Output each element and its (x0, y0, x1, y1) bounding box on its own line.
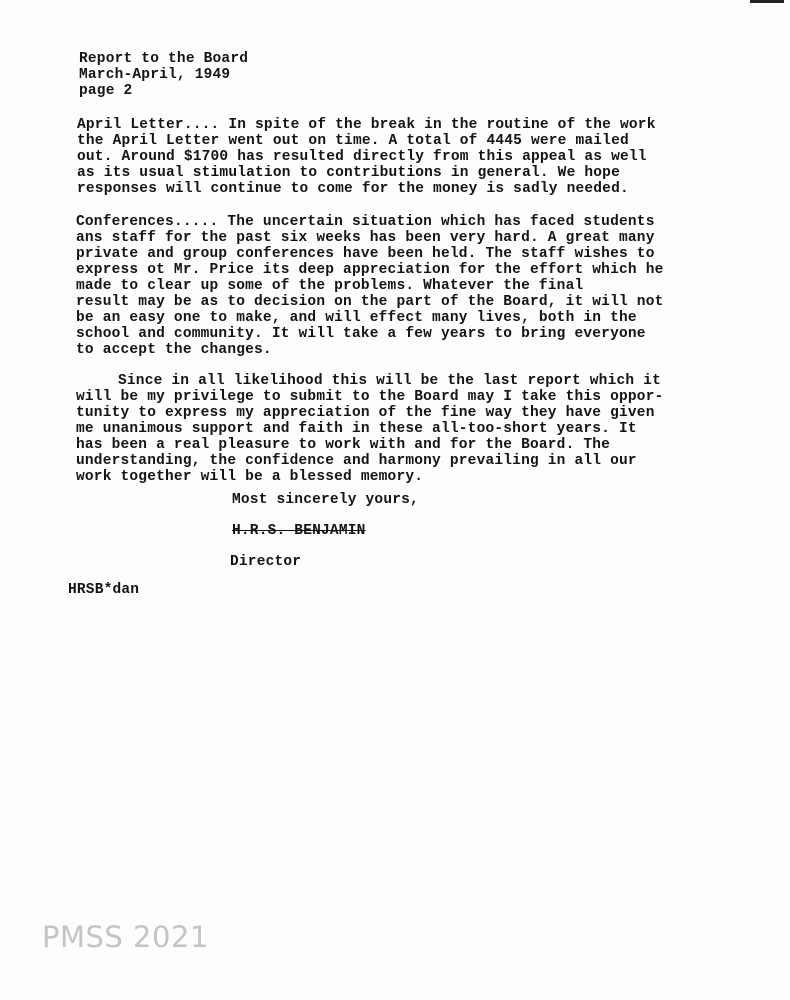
paragraph-line: as its usual stimulation to contributions in general. We hope (77, 165, 620, 181)
reference-initials: HRSB*dan (68, 582, 140, 598)
corner-ink-mark (750, 0, 784, 3)
page-number: page 2 (79, 83, 133, 99)
paragraph-line: out. Around $1700 has resulted directly from this appeal as well (77, 149, 647, 165)
paragraph-line: express ot Mr. Price its deep appreciation for the effort which he (76, 262, 664, 278)
paragraph-line: to accept the changes. (76, 342, 272, 358)
report-date: March-April, 1949 (79, 67, 231, 83)
paragraph-line: private and group conferences have been held. The staff wishes to (76, 246, 655, 262)
signature-name: H.R.S. BENJAMIN (232, 523, 366, 539)
paragraph-line: April Letter.... In spite of the break in the routine of the work (77, 117, 656, 133)
paragraph-line: will be my privilege to submit to the Board may I take this oppor- (76, 389, 664, 405)
archive-watermark: PMSS 2021 (42, 920, 209, 954)
paragraph-line: school and community. It will take a few years to bring everyone (76, 326, 646, 342)
paragraph-line: be an easy one to make, and will effect many lives, both in the (76, 310, 637, 326)
paragraph-line: Since in all likelihood this will be the last report which it (118, 373, 661, 389)
signature-title: Director (230, 554, 302, 570)
report-title: Report to the Board (79, 51, 249, 67)
paragraph-line: ans staff for the past six weeks has been very hard. A great many (76, 230, 655, 246)
paragraph-line: understanding, the confidence and harmony prevailing in all our (76, 453, 637, 469)
paragraph-line: result may be as to decision on the part of the Board, it will not (76, 294, 664, 310)
paragraph-line: Conferences..... The uncertain situation which has faced students (76, 214, 655, 230)
paragraph-line: work together will be a blessed memory. (76, 469, 424, 485)
salutation: Most sincerely yours, (232, 492, 419, 508)
paragraph-line: me unanimous support and faith in these all-too-short years. It (76, 421, 637, 437)
paragraph-line: made to clear up some of the problems. Whatever the final (76, 278, 584, 294)
paragraph-line: the April Letter went out on time. A total of 4445 were mailed (77, 133, 629, 149)
paragraph-line: responses will continue to come for the money is sadly needed. (77, 181, 629, 197)
paragraph-line: has been a real pleasure to work with and for the Board. The (76, 437, 611, 453)
paragraph-line: tunity to express my appreciation of the fine way they have given (76, 405, 655, 421)
